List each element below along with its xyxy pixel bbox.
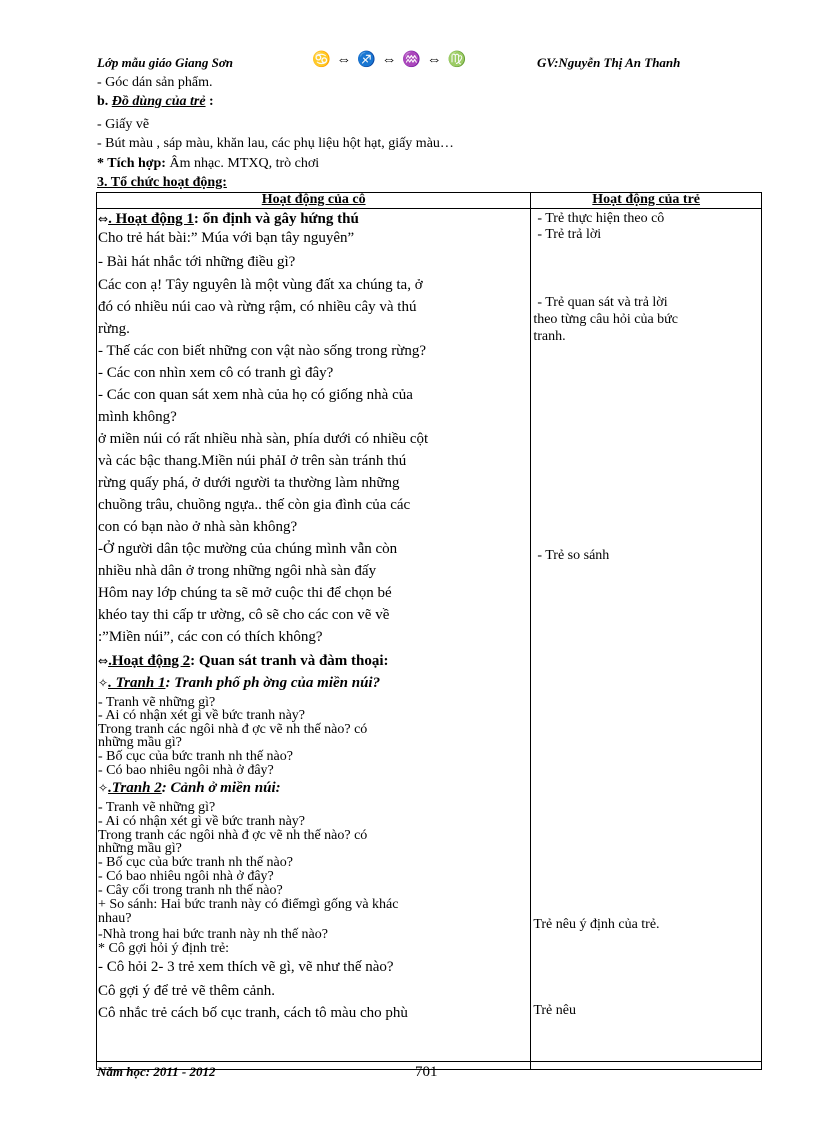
text-line: những mầu gì? [98,841,182,856]
text-line: -Ở người dân tộc mường của chúng mình vẫn còn [98,541,398,557]
text-line: - Các con nhìn xem cô có tranh gì đây? [98,365,334,381]
text-line: Cô gợi ý để trẻ vẽ thêm cảnh. [98,983,276,999]
arrow-icon: ⇔ [98,212,109,226]
text-line: mình không? [98,409,177,425]
header-teacher: GV:Nguyễn Thị An Thanh [537,55,681,70]
text-line: rừng quấy phá, ở dưới người ta thường làm những [98,475,400,491]
text-line: nhau? [98,911,132,926]
activity-table [96,192,762,1070]
text-line: khéo tay thi cấp tr ường, cô sẽ cho các con vẽ về [98,607,390,623]
activities-heading: 3. Tổ chức hoạt động: [97,175,227,190]
text-line: con có bạn nào ở nhà sàn không? [98,519,298,535]
picture-2-rest: : Cảnh ở miền núi: [161,780,281,796]
intro-line-3: - Giấy vẽ [97,117,150,132]
intro-line-5 [97,156,319,172]
child-response: theo từng câu hỏi của bức [533,312,678,327]
activity-1-rest: : ổn định và gây hứng thú [193,211,359,227]
intro-section-title: Đồ dùng của trẻ [111,94,206,109]
footer-school-year: Năm học: 2011 - 2012 [97,1064,216,1079]
text-line: - Có bao nhiêu ngôi nhà ở đây? [98,763,274,778]
integration-label: * Tích hợp: [97,156,166,171]
child-response: - Trẻ trả lời [537,227,602,242]
integration-text: Âm nhạc. MTXQ, trò chơi [165,156,320,171]
text-line: - Ai có nhận xét gì về bức tranh này? [98,814,306,829]
text-line: :”Miền núi”, các con có thích không? [98,629,323,645]
picture-2-title: .Tranh 2 [108,780,162,796]
arrow-icon: ⇔ [98,654,109,668]
footer-divider [96,1061,762,1062]
text-line: Trong tranh các ngôi nhà đ ợc vẽ nh thế nào? có [98,828,368,843]
text-line: và các bậc thang.Miền núi phảI ở trên sàn tránh thú [98,453,407,469]
sparkle-icon: ✧ [98,676,109,690]
picture-1-title: . Tranh 1 [108,675,166,691]
header-school: Lớp mẫu giáo Giang Sơn [97,55,234,70]
text-line: - Tranh vẽ những gì? [98,695,216,710]
text-line: - Ai có nhận xét gì về bức tranh này? [98,708,306,723]
activity-1-heading [98,211,359,228]
text-line: Cho trẻ hát bài:” Múa với bạn tây nguyên” [98,230,355,246]
child-response: tranh. [533,329,566,344]
text-line: - Thế các con biết những con vật nào sống trong rừng? [98,343,426,359]
text-line: những mầu gì? [98,735,182,750]
children-column [531,209,762,1070]
header-symbols: ♋ ⇔ ♐ ⇔ ♒ ⇔ ♍ [312,52,468,68]
child-response: Trẻ nêu ý định của trẻ. [533,917,660,932]
child-response: - Trẻ thực hiện theo cô [537,211,665,226]
text-line: -Nhà trong hai bức tranh này nh thế nào? [98,927,328,942]
text-line: - Các con quan sát xem nhà của họ có giống nhà của [98,387,413,403]
activity-2-title: .Hoạt động 2 [108,653,191,669]
text-line: rừng. [98,321,130,337]
child-response: - Trẻ so sánh [537,548,610,563]
activity-1-title: . Hoạt động 1 [108,211,194,227]
text-line: - Bố cục của bức tranh nh thế nào? [98,749,293,764]
intro-line-2 [97,94,214,110]
text-line: Các con ạ! Tây nguyên là một vùng đất xa chúng ta, ở [98,277,423,293]
intro-section-colon: : [205,94,214,109]
picture-1-rest: : Tranh phố ph ờng của miền núi? [165,675,381,691]
picture-1-heading [98,675,380,692]
text-line: - Cây cối trong tranh nh thế nào? [98,883,283,898]
text-line: - Bố cục của bức tranh nh thế nào? [98,855,293,870]
text-line: ở miền núi có rất nhiều nhà sàn, phía dưới có nhiều cột [98,431,429,447]
sparkle-icon: ✧ [98,781,109,795]
table-head-children: Hoạt động của trẻ [531,193,762,209]
activity-2-heading [98,653,389,670]
text-line: Trong tranh các ngôi nhà đ ợc vẽ nh thế nào? có [98,722,368,737]
intro-line-4: - Bút màu , sáp màu, khăn lau, các phụ liệu hột hạt, giấy màu… [97,136,454,151]
text-line: Hôm nay lớp chúng ta sẽ mở cuộc thi để chọn bé [98,585,392,601]
table-head-teacher: Hoạt động của cô [97,193,531,209]
text-line: - Bài hát nhắc tới những điều gì? [98,254,296,270]
teacher-column [97,209,531,1070]
activity-2-rest: : Quan sát tranh và đàm thoại: [190,653,389,669]
text-line: - Cô hỏi 2- 3 trẻ xem thích vẽ gì, vẽ như thế nào? [98,959,394,975]
text-line: * Cô gợi hỏi ý định trẻ: [98,941,230,956]
text-line: nhiều nhà dân ở trong những ngôi nhà sàn đấy [98,563,377,579]
child-response: - Trẻ quan sát và trả lời [537,295,668,310]
text-line: - Tranh vẽ những gì? [98,800,216,815]
page-number: 701 [415,1064,438,1080]
text-line: + So sánh: Hai bức tranh này có điểmgì gống và khác [98,897,399,912]
child-response: Trẻ nêu [533,1003,576,1018]
intro-line-1: - Góc dán sản phẩm. [97,75,213,90]
text-line: - Có bao nhiêu ngôi nhà ở đây? [98,869,274,884]
text-line: Cô nhắc trẻ cách bố cục tranh, cách tô màu cho phù [98,1005,408,1021]
text-line: đó có nhiều núi cao và rừng rậm, có nhiều cây và thú [98,299,417,315]
text-line: chuồng trâu, chuồng ngựa.. thế còn gia đình của các [98,497,411,513]
intro-section-label: b. [97,94,112,109]
picture-2-heading [98,780,281,797]
